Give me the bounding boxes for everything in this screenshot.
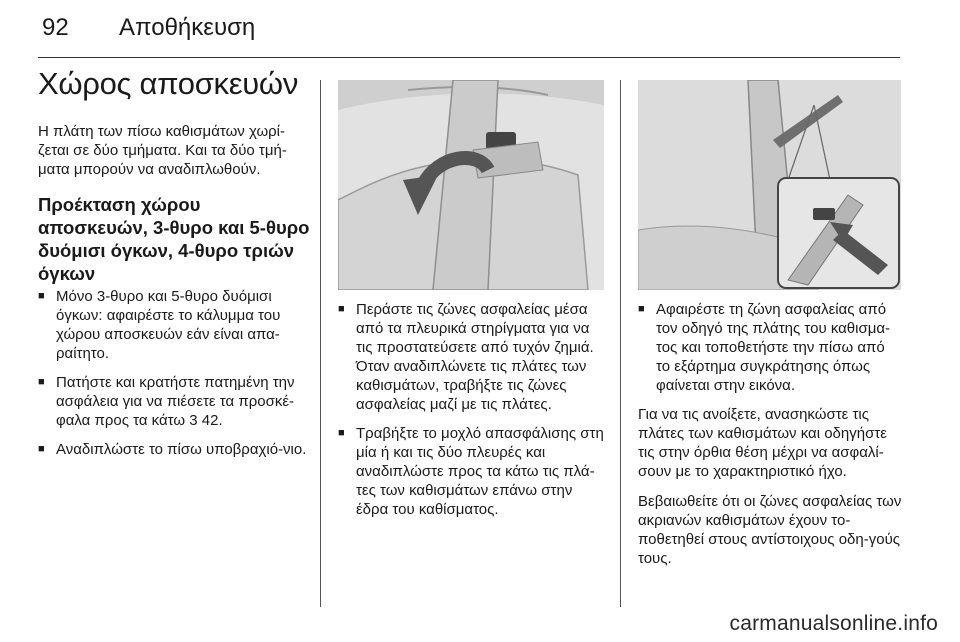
seat-belt-illustration [338,80,604,290]
belt-retainer-illustration [638,80,901,290]
figure-seat-belt-guide [338,80,604,290]
section-subheading: Προέκταση χώρου αποσκευών, 3-θυρο και 5-θυρο δυόμισι όγκων, 4-θυρο τριών όγκων [38,194,310,284]
list-item: ■ Τραβήξτε το μοχλό απασφάλισης στη μία ή και τις δύο πλευρές και αναδιπλώστε προς τα κάτω τις πλά-τες των καθισμάτων επάνω στην έδρα του καθίσματος. [338,424,606,519]
list-item: ■ Μόνο 3-θυρο και 5-θυρο δυόμισι όγκων: αφαιρέστε το κάλυμμα του χώρου αποσκευών εάν είναι απα-ραίτητο. [38,287,310,363]
watermark: carmanualsonline.info [729,612,938,635]
column-2 [338,300,606,529]
section-title: Αποθήκευση [119,14,256,41]
intro-paragraph: Η πλάτη των πίσω καθισμάτων χωρί- ζεται σε δύο τμήματα. Και τα δύο τμή- ματα μπορούν να αναδιπλωθούν. [38,123,287,178]
column-1 [38,122,310,469]
list-item: ■ Πατήστε και κρατήστε πατημένη την ασφάλεια για να πιέσετε τα προσκέ-φαλα προς τα κάτω 3 42. [38,373,310,430]
page-number: 92 [42,14,69,41]
list-item: ■ Περάστε τις ζώνες ασφαλείας μέσα από τα πλευρικά στηρίγματα για να τις προστατεύσετε από τυχόν ζημιά. Όταν αναδιπλώνετε τις πλάτες των καθισμάτων, τραβήξτε τις ζώνες ασφαλείας μαζί με τις πλάτες. [338,300,606,414]
header-rule [38,57,900,58]
bullet-list-3 [638,300,902,395]
column-divider-1 [320,80,321,607]
list-item: ■ Αφαιρέστε τη ζώνη ασφαλείας από τον οδηγό της πλάτης του καθισμα-τος και τοποθετήστε την πίσω από το εξάρτημα συγκράτησης όπως φαίνεται στην εικόνα. [638,300,902,395]
column-divider-2 [620,80,621,607]
page-title: Χώρος αποσκευών [38,66,299,101]
paragraph: Για να τις ανοίξετε, ανασηκώστε τις πλάτες των καθισμάτων και οδηγήστε τις στην όρθια θέση μέχρι να ασφαλί-σουν με το χαρακτηριστικό ήχο. [638,406,887,480]
list-item: ■ Αναδιπλώστε το πίσω υποβραχιό-νιο. [38,440,310,459]
bullet-list-2 [338,300,606,519]
figure-belt-retainer [638,80,901,290]
bullet-list-1 [38,287,310,459]
paragraph: Βεβαιωθείτε ότι οι ζώνες ασφαλείας των ακριανών καθισμάτων έχουν το-ποθετηθεί στους αντίστοιχους οδη-γούς τους. [638,493,902,567]
column-3 [638,300,902,579]
